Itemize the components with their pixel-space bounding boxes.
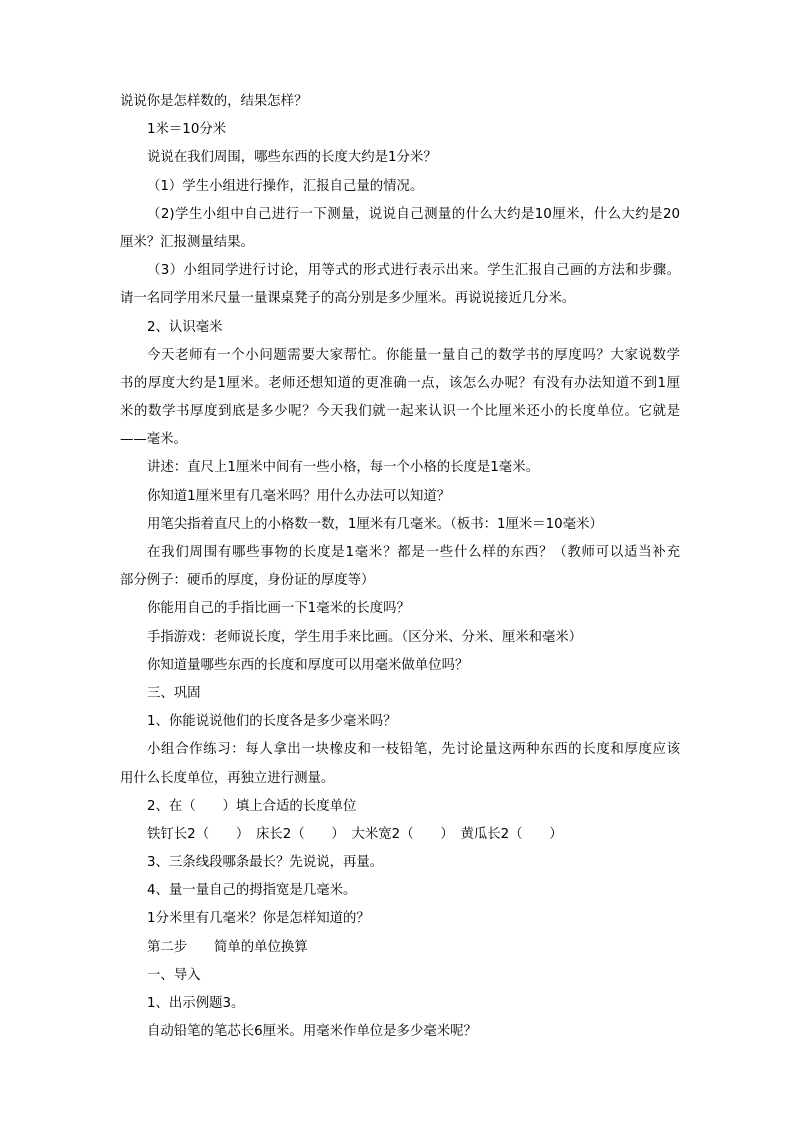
text-line: 你知道1厘米里有几毫米吗？用什么办法可以知道？ bbox=[147, 488, 451, 504]
document-body bbox=[120, 88, 680, 1046]
text-line: 厘米？汇报测量结果。 bbox=[120, 234, 254, 250]
text-line: 用笔尖指着直尺上的小格数一数，1厘米有几毫米。（板书：1厘米＝10毫米） bbox=[147, 516, 603, 532]
text-line: 2、在（ ）填上合适的长度单位 bbox=[147, 798, 357, 814]
text-line: 米的数学书厚度到底是多少呢？今天我们就一起来认识一个比厘米还小的长度单位。它就是 bbox=[120, 404, 680, 420]
text-line: 1、你能说说他们的长度各是多少毫米吗？ bbox=[147, 714, 397, 730]
text-line: 今天老师有一个小问题需要大家帮忙。你能量一量自己的数学书的厚度吗？大家说数学 bbox=[147, 347, 680, 363]
text-line: 你能用自己的手指比画一下1毫米的长度吗？ bbox=[147, 601, 410, 617]
text-line: 你知道量哪些东西的长度和厚度可以用毫米做单位吗？ bbox=[147, 657, 469, 673]
text-line: 自动铅笔的笔芯长6厘米。用毫米作单位是多少毫米呢？ bbox=[147, 1024, 477, 1040]
text-line: （2)学生小组中自己进行一下测量，说说自己测量的什么大约是10厘米，什么大约是20 bbox=[147, 206, 680, 222]
text-line: 铁钉长2（ ） 床长2（ ） 大米宽2（ ） 黄瓜长2（ ） bbox=[147, 826, 563, 842]
text-line: 2、认识毫米 bbox=[147, 319, 223, 335]
text-line: 部分例子：硬币的厚度，身份证的厚度等） bbox=[120, 573, 375, 589]
text-line: 一、导入 bbox=[147, 967, 201, 983]
text-line: 1米＝10分米 bbox=[147, 122, 227, 138]
text-line: 说说在我们周围，哪些东西的长度大约是1分米？ bbox=[147, 150, 437, 166]
text-line: 书的厚度大约是1厘米。老师还想知道的更准确一点，该怎么办呢？有没有办法知道不到1厘 bbox=[120, 375, 680, 391]
text-line: 手指游戏：老师说长度，学生用手来比画。（区分米、分米、厘米和毫米） bbox=[147, 629, 583, 645]
text-line: 1、出示例题3。 bbox=[147, 996, 245, 1011]
text-line: （1）学生小组进行操作，汇报自己量的情况。 bbox=[147, 178, 424, 194]
text-line: 3、三条线段哪条最长？先说说，再量。 bbox=[147, 855, 384, 871]
text-line: 请一名同学用米尺量一量课桌凳子的高分别是多少厘米。再说说接近几分米。 bbox=[120, 291, 576, 307]
text-line: 三、巩固 bbox=[147, 685, 201, 701]
text-line: 在我们周围有哪些事物的长度是1毫米？都是一些什么样的东西？（教师可以适当补充 bbox=[147, 545, 680, 560]
text-line: 1分米里有几毫米？你是怎样知道的？ bbox=[147, 911, 370, 927]
text-line: 讲述：直尺上1厘米中间有一些小格，每一个小格的长度是1毫米。 bbox=[147, 460, 539, 476]
text-line: ——毫米。 bbox=[120, 432, 187, 448]
text-line: （3）小组同学进行讨论，用等式的形式进行表示出来。学生汇报自己画的方法和步骤。 bbox=[147, 263, 680, 279]
text-line: 第二步 简单的单位换算 bbox=[147, 939, 308, 955]
text-line: 说说你是怎样数的，结果怎样？ bbox=[120, 94, 308, 109]
text-line: 小组合作练习：每人拿出一块橡皮和一枝铅笔，先讨论量这两种东西的长度和厚度应该 bbox=[147, 742, 680, 758]
text-line: 用什么长度单位，再独立进行测量。 bbox=[120, 770, 335, 786]
text-line: 4、量一量自己的拇指宽是几毫米。 bbox=[147, 883, 357, 899]
